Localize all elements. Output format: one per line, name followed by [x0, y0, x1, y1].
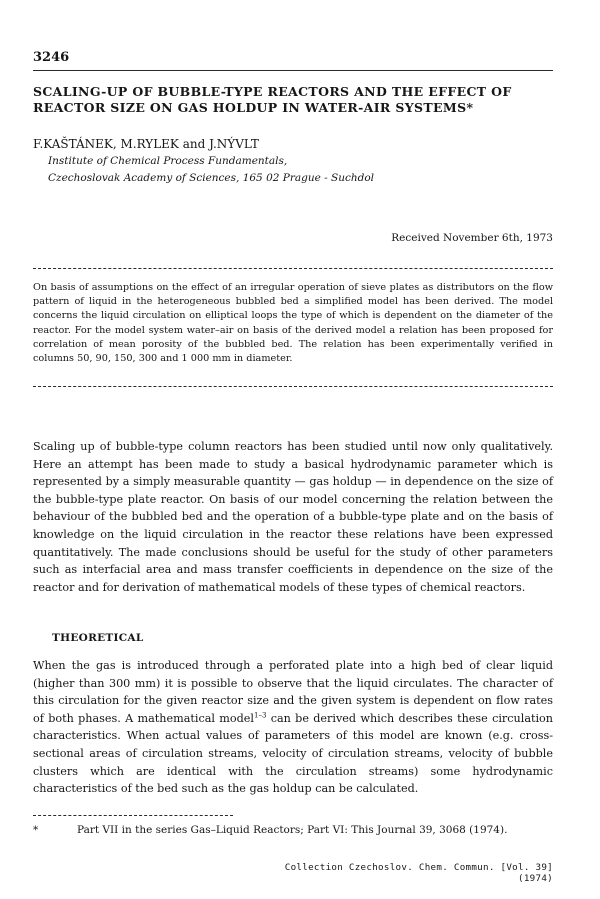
- theory-text-end: can be derived which describes these circulation characteristics. When actual values of parameters of this model are known (e.g. cross-sectional areas of circulation streams, velocity of circulation streams, velocity of bubble clusters which are identical with the circulation streams) some hydrodynamic characteristics of the bed such as the gas holdup can be calculated.: [33, 711, 553, 796]
- footnote-rule: [33, 815, 233, 816]
- page-number: 3246: [33, 50, 70, 65]
- received-date: Received November 6th, 1973: [391, 232, 553, 244]
- theory-text-start: When the gas is introduced through a perforated plate into a high bed of clear liquid (higher than 300 mm) it is possible to observe that the liquid circulates. The character of this circulation for the given reactor size and the given system is dependent on flow rates of both phases. A mathematical model: [33, 659, 553, 725]
- abstract-bottom-rule: [33, 386, 553, 387]
- footnote-text: Part VII in the series Gas–Liquid Reactors; Part VI: This Journal 39, 3068 (1974).: [77, 824, 508, 836]
- intro-paragraph: Scaling up of bubble-type column reactors has been studied until now only qualitatively. Here an attempt has been made to study a basical hydrodynamic parameter which is represented by a simply measurable quantity — gas holdup — in dependence on the size of the bubble-type plate reactor. On basis of our model concerning the relation between the behaviour of the bubbled bed and the operation of a bubble-type plate and on the basis of knowledge on the liquid circulation in the reactor these relations have been expressed quantitatively. The made conclusions should be useful for the study of other parameters such as interfacial area and mass transfer coefficients in dependence on the size of the reactor and for derivation of mathematical models of these types of chemical reactors.: [33, 440, 553, 594]
- authors: F.KAŠTÁNEK, M.RYLEK and J.NÝVLT: [33, 137, 259, 151]
- abstract: On basis of assumptions on the effect of an irregular operation of sieve plates as distributors on the flow pattern of liquid in the heterogeneous bubbled bed a simplified model has been derived. The model concerns the liquid circulation on elliptical loops the type of which is dependent on the diameter of the reactor. For the model system water–air on basis of the derived model a relation has been proposed for correlation of mean porosity of the bubbled bed. The relation has been experimentally verified in columns 50, 90, 150, 300 and 1 000 mm in diameter.: [33, 282, 553, 365]
- affiliation-line-2: Czechoslovak Academy of Sciences, 165 02 Prague - Suchdol: [48, 172, 375, 184]
- theory-paragraph: [33, 657, 553, 798]
- abstract-top-rule: [33, 268, 553, 269]
- footnote: [33, 824, 507, 836]
- affiliation-line-1: Institute of Chemical Process Fundamentals,: [48, 155, 288, 167]
- journal-footer: Collection Czechoslov. Chem. Commun. [Vol. 39] (1974): [284, 862, 553, 884]
- article-title: SCALING-UP OF BUBBLE-TYPE REACTORS AND THE EFFECT OF REACTOR SIZE ON GAS HOLDUP IN WATER-AIR SYSTEMS*: [33, 84, 512, 115]
- footnote-mark: *: [33, 824, 39, 836]
- reference-superscript: 1–3: [253, 711, 267, 720]
- header-rule: [33, 70, 553, 71]
- section-heading: THEORETICAL: [52, 632, 144, 644]
